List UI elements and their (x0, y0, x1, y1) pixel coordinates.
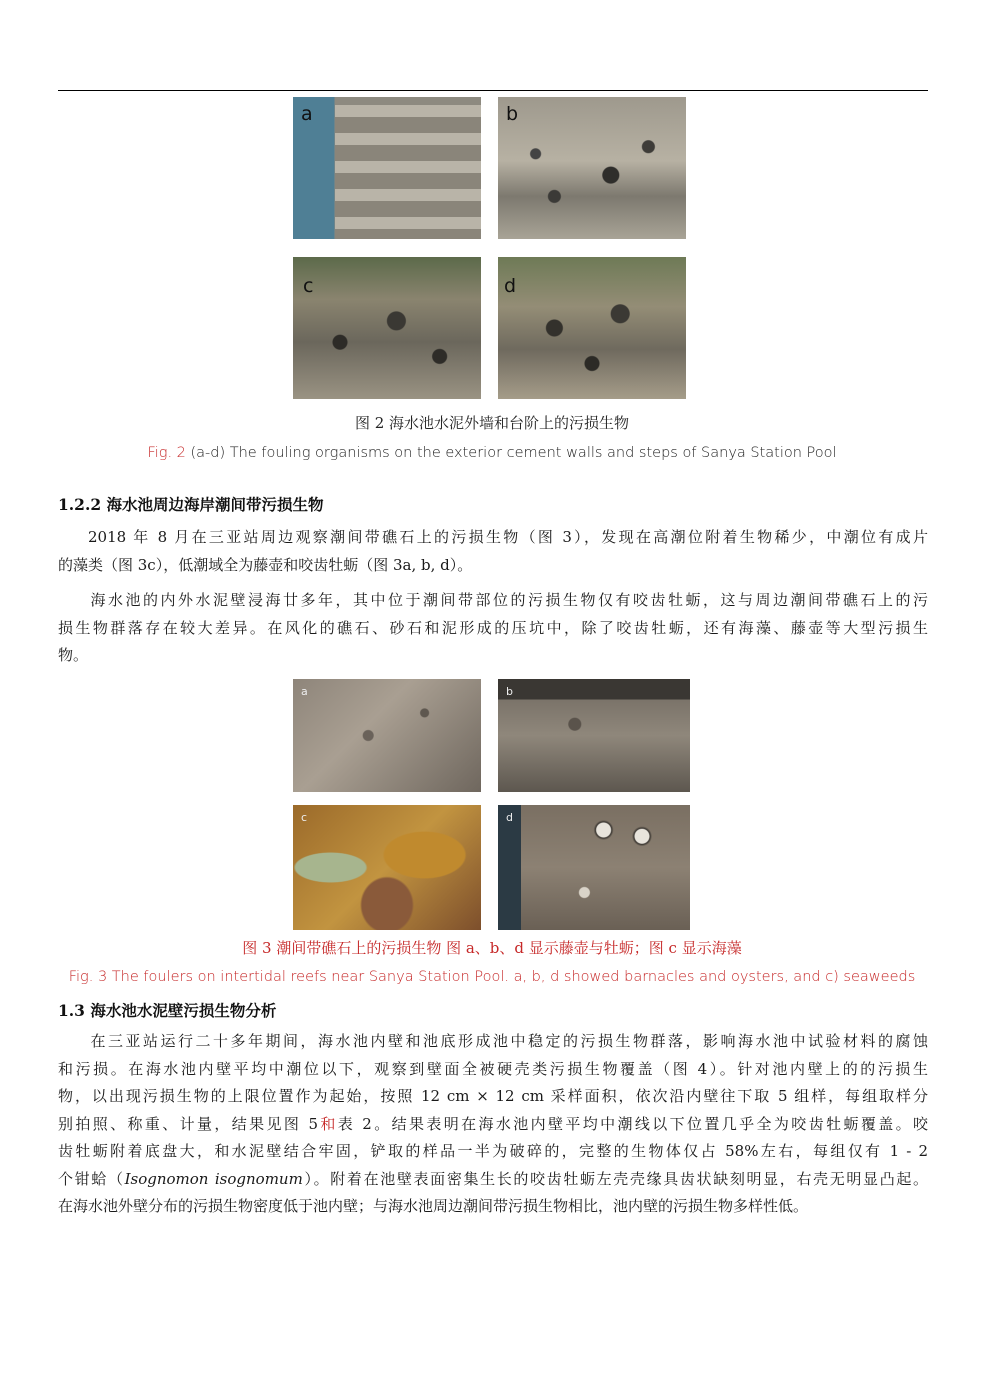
figure3-photo-b (498, 679, 690, 792)
text-segment: 个钳蛤（ (58, 1169, 125, 1188)
panel-label: b (506, 103, 519, 125)
text-segment-red: 和 (318, 1114, 338, 1133)
text-line: 损生物群落存在较大差异。在风化的礁石、砂石和泥形成的压坑中，除了咬齿牡蛎，还有海藻、藤壶等大型污损生 (58, 618, 928, 637)
text-segment: ）。附着在池壁表面密集生长的咬齿牡蛎左壳壳缘具齿状缺刻明显，右壳无明显凸起。 (302, 1169, 928, 1188)
text-line: 物。 (58, 646, 89, 664)
figure2-photo-b (498, 97, 686, 239)
figure2-photo-d (498, 257, 686, 399)
panel-label: d (504, 275, 517, 297)
figure2-photo-a (293, 97, 481, 239)
text-line: 在海水池外壁分布的污损生物密度低于池内壁；与海水池周边潮间带污损生物相比，池内壁的污损生物多样性低。 (58, 1197, 809, 1215)
figure3-photo-d (498, 805, 690, 930)
figure2-photo-c (293, 257, 481, 399)
text-segment: 表 2。结果表明在海水池内壁平均中潮线以下位置几乎全为咬齿牡蛎覆盖。咬 (337, 1114, 928, 1133)
panel-label: a (301, 685, 308, 698)
text-line: 海水池的内外水泥壁浸海廿多年，其中位于潮间带部位的污损生物仅有咬齿牡蛎，这与周边潮间带礁石上的污 (88, 591, 928, 609)
text-segment: 别拍照、称重、计量，结果见图 5 (58, 1114, 318, 1133)
figure2-caption-cn: 图 2 海水池水泥外墙和台阶上的污损生物 (354, 414, 630, 432)
figure3-caption-en: Fig. 3 The foulers on intertidal reefs near Sanya Station Pool. a, b, d showed barnacles and oysters, and c) seaweeds (68, 969, 916, 985)
panel-label: b (506, 685, 513, 698)
figure3-photo-c (293, 805, 481, 930)
text-line: 2018 年 8 月在三亚站周边观察潮间带礁石上的污损生物（图 3），发现在高潮位附着生物稀少，中潮位有成片 (88, 528, 928, 546)
section-122-paragraph-1 (58, 524, 928, 579)
species-name: Isognomon isognomum (124, 1169, 303, 1188)
panel-label: c (301, 811, 308, 824)
figure3-caption-cn: 图 3 潮间带礁石上的污损生物 图 a、b、d 显示藤壶与牡蛎；图 c 显示海藻 (242, 939, 742, 957)
section-heading-122: 1.2.2 海水池周边海岸潮间带污损生物 (58, 495, 324, 514)
section-13-paragraph (58, 1028, 928, 1221)
section-122-paragraph-2 (58, 587, 928, 670)
figure2-caption-en-prefix: Fig. 2 (147, 445, 186, 461)
header-rule (58, 90, 928, 91)
figure2-caption-en-rest: (a-d) The fouling organisms on the exterior cement walls and steps of Sanya Station Pool (185, 445, 837, 461)
panel-label: c (303, 275, 314, 297)
steps-image (335, 105, 481, 239)
text-line: 物，以出现污损生物的上限位置作为起始，按照 12 cm × 12 cm 采样面积，依次沿内壁往下取 5 组样，每组取样分 (58, 1087, 928, 1105)
panel-label: d (506, 811, 513, 824)
text-line: 齿牡蛎附着底盘大，和水泥壁结合牢固，铲取的样品一半为破碎的，完整的生物体仅占 58%左右，每组仅有 1 - 2 (58, 1142, 928, 1160)
section-heading-13: 1.3 海水池水泥壁污损生物分析 (58, 1001, 277, 1020)
panel-label: a (301, 103, 313, 125)
text-line: 和污损。在海水池内壁平均中潮位以下，观察到壁面全被硬壳类污损生物覆盖（图 4）。针对池内壁上的的污损生 (58, 1059, 928, 1078)
figure2-caption-en (0, 445, 984, 461)
figure3-photo-a (293, 679, 481, 792)
text-line: 的藻类（图 3c），低潮域全为藤壶和咬齿牡蛎（图 3a, b, d）。 (58, 555, 473, 574)
text-line: 在三亚站运行二十多年期间，海水池内壁和池底形成池中稳定的污损生物群落，影响海水池中试验材料的腐蚀 (88, 1032, 928, 1050)
